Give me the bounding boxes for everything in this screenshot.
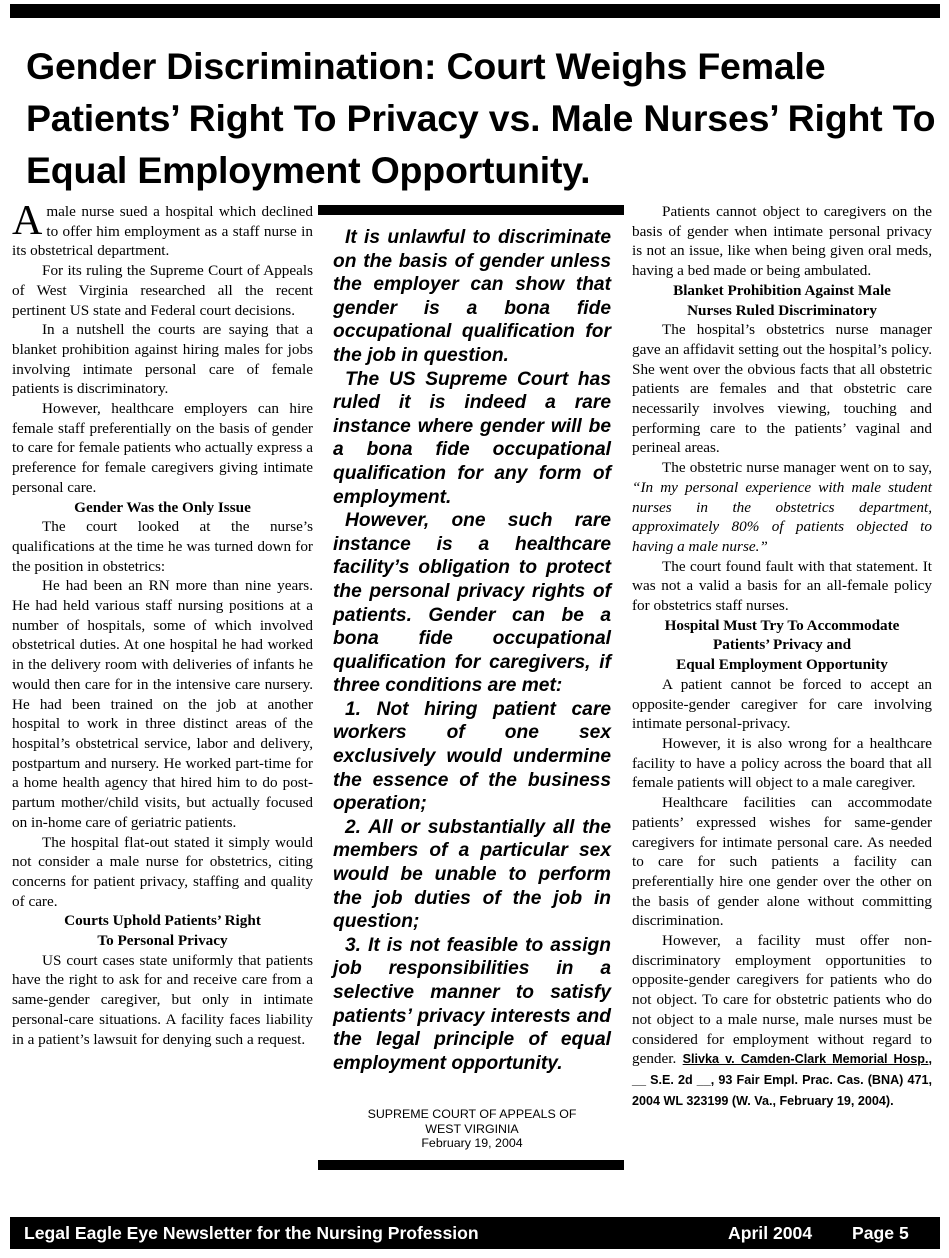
quote-condition-3: 3. It is not feasible to assign job responsibilities in a selective manner to satisfy patients’ privacy interests and the legal principle of equal employment opportunity. xyxy=(333,934,611,1074)
page-number: Page 5 xyxy=(852,1223,909,1243)
issue-date: April 2004 xyxy=(728,1223,813,1243)
lead-paragraph: Amale nurse sued a hospital which declined to offer him employment as a staff nurse in its obstetrical department. xyxy=(12,198,313,260)
subheading-gender-only-issue: Gender Was the Only Issue xyxy=(74,498,251,516)
paragraph: The hospital’s obstetrics nurse manager gave an affidavit setting out the hospital’s policy. She went over the obvious facts that all obstetric patients are females and that obstetric care necessarily involves viewing, touching and performing care to the patients’ vaginal and perineal areas. xyxy=(632,321,932,457)
newsletter-title: Legal Eagle Eye Newsletter for the Nursing Profession xyxy=(24,1223,479,1243)
paragraph: However, it is also wrong for a healthcare facility to have a policy across the board that all female patients will object to a male caregiver. xyxy=(632,734,932,792)
subheading-must-accommodate: Hospital Must Try To Accommodate Patients’ Privacy and Equal Employment Opportunity xyxy=(664,616,900,674)
quote-paragraph: It is unlawful to discriminate on the basis of gender unless the employer can show that gender is a bona fide occupational qualification for the job in question. xyxy=(333,227,611,366)
quote-paragraph: The US Supreme Court has ruled it is indeed a rare instance where gender will be a bona fide occupational qualification for any form of employment. xyxy=(333,368,611,508)
paragraph: The hospital flat-out stated it simply would not consider a male nurse for obstetrics, citing concerns for patient privacy, staffing and quality of care. xyxy=(12,833,313,910)
quote-condition-2: 2. All or substantially all the members of a particular sex would be unable to perform the job duties of the job in question; xyxy=(333,816,611,933)
pull-quote-text xyxy=(333,226,611,1075)
pull-quote-bottom-rule xyxy=(318,1160,624,1170)
paragraph: He had been an RN more than nine years. He had held various staff nursing positions at a number of hospitals, some of which involved obstetrical duties. At one hospital he had worked in the delivery room with deliveries of infants he would then care for in the intensive care nursery. He had been trained on the job at another hospital to work in three distinct areas of the hospital’s obstetrical service, labor and delivery, postpartum and nursery. He worked part-time for a home health agency that hired him to do post-partum mother/child visits, but actually focused on in-home care of geriatric patients. xyxy=(12,577,313,831)
quote-attribution: SUPREME COURT OF APPEALS OF WEST VIRGINIA February 19, 2004 xyxy=(367,1107,577,1150)
paragraph: The court found fault with that statement. It was not a valid a basis for an all-female policy for obstetrics staff nurses. xyxy=(632,557,932,615)
left-column xyxy=(12,198,313,1049)
paragraph: However, healthcare employers can hire female staff preferentially on the basis of gender to care for female patients who actually express a preference for female caregivers giving intimate personal care. xyxy=(12,400,313,496)
case-citation-name: Slivka v. Camden-Clark Memorial Hosp. xyxy=(682,1052,929,1067)
quote-condition-1: 1. Not hiring patient care workers of one sex exclusively would undermine the essence of the business operation; xyxy=(333,698,611,815)
article-headline: Gender Discrimination: Court Weighs Female Patients’ Right To Privacy vs. Male Nurses’ Right To Equal Employment Opportunity. xyxy=(26,45,936,191)
paragraph: US court cases state uniformly that patients have the right to ask for and receive care from a same-gender caregiver, but only in intimate personal-care situations. A facility faces liability in a patient’s lawsuit for denying such a request. xyxy=(12,951,313,1048)
pull-quote-box xyxy=(318,205,626,1173)
paragraph: For its ruling the Supreme Court of Appeals of West Virginia researched all the recent pertinent US state and Federal court decisions. xyxy=(12,262,313,319)
pull-quote-top-rule xyxy=(318,205,624,215)
right-column xyxy=(632,202,932,1111)
case-citation-details: , __ S.E. 2d __, 93 Fair Empl. Prac. Cas. (BNA) 471, 2004 WL 323199 (W. Va., February 19, 2004). xyxy=(632,1052,932,1108)
subheading-courts-uphold: Courts Uphold Patients’ Right To Personal Privacy xyxy=(64,912,261,950)
paragraph: A patient cannot be forced to accept an opposite-gender caregiver for care involving intimate personal-privacy. xyxy=(632,675,932,733)
paragraph: The obstetric nurse manager went on to say, “In my personal experience with male student nurses in the obstetrics department, approximately 80% of patients objected to having a male nurse.” xyxy=(632,459,932,555)
subheading-blanket-prohibition: Blanket Prohibition Against Male Nurses Ruled Discriminatory xyxy=(673,281,891,319)
paragraph-with-citation: However, a facility must offer non-discriminatory employment opportunities to opposite-gender caregivers for patients who do not object. To care for obstetric patients who do not object to a male nurse, male nurses must be considered for employment without regard to gender. Slivka v. Camden-Clark Memorial Hosp., __ S.E. 2d __, 93 Fair Empl. Prac. Cas. (BNA) 471, 2004 WL 323199 (W. Va., February 19, 2004). xyxy=(632,932,932,1108)
top-rule xyxy=(10,4,940,18)
drop-cap: A xyxy=(12,198,43,244)
paragraph: The court looked at the nurse’s qualifications at the time he was turned down for the position in obstetrics: xyxy=(12,518,313,575)
footer-bar xyxy=(10,1217,940,1249)
quoted-statement: “In my personal experience with male student nurses in the obstetrics department, approximately 80% of patients objected to having a male nurse.” xyxy=(632,478,932,555)
paragraph: Patients cannot object to caregivers on the basis of gender when intimate personal privacy is not an issue, like when being given oral meds, having a bed made or being ambulated. xyxy=(632,203,932,280)
quote-paragraph: However, one such rare instance is a healthcare facility’s obligation to protect the personal privacy rights of patients. Gender can be a bona fide occupational qualification for caregivers, if three conditions are met: xyxy=(333,510,611,697)
paragraph: Healthcare facilities can accommodate patients’ expressed wishes for same-gender caregivers for intimate personal care. As needed to care for such patients a facility can preferentially hire one gender over the other on the basis of gender alone without committing discrimination. xyxy=(632,794,932,930)
paragraph: In a nutshell the courts are saying that a blanket prohibition against hiring males for jobs involving intimate personal care of female patients is discriminatory. xyxy=(12,321,313,398)
